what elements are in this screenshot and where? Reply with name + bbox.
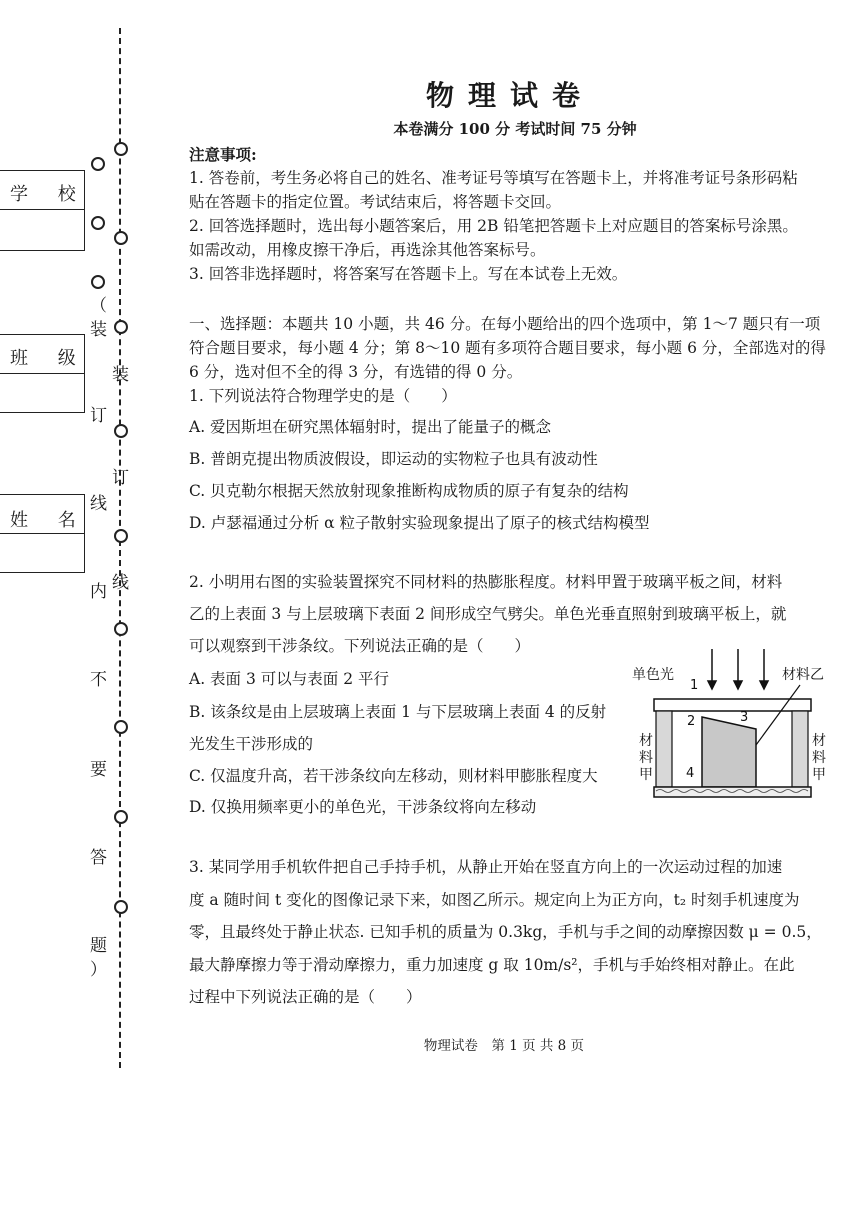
surface-label-3: 3: [740, 710, 749, 725]
material-a-right-label: 材: [812, 733, 826, 749]
class-label: 班 级: [10, 348, 88, 369]
question-2-option-c: C. 仅温度升高，若干涉条纹向左移动，则材料甲膨胀程度大: [189, 767, 598, 785]
page-footer: 物理试卷 第 1 页 共 8 页: [423, 1038, 585, 1054]
question-1-option-c: C. 贝克勒尔根据天然放射现象推断构成物质的原子有复杂的结构: [189, 482, 629, 500]
question-3-stem: 度 a 随时间 t 变化的图像记录下来，如图乙所示。规定向上为正方向，t₂ 时刻手机速度为: [189, 891, 800, 909]
question-2-option-b-cont: 光发生干涉形成的: [189, 735, 314, 753]
material-b: [702, 717, 756, 787]
class-blank: [0, 372, 85, 413]
section-instructions: 6 分，选对但不全的得 3 分，有选错的得 0 分。: [189, 363, 523, 381]
question-2-stem: 2. 小明用右图的实验装置探究不同材料的热膨胀程度。材料甲置于玻璃平板之间，材料: [189, 573, 783, 591]
question-3-stem: 零，且最终处于静止状态. 已知手机的质量为 0.3kg，手机与手之间的动摩擦因数 μ = 0.5，: [189, 923, 822, 941]
material-a-left-label: 甲: [639, 767, 653, 783]
section-instructions: 一、选择题：本题共 10 小题，共 46 分。在每小题给出的四个选项中，第 1～7 题只有一项: [189, 315, 821, 333]
page-title: 物理试卷: [425, 79, 594, 112]
surface-label-2: 2: [687, 714, 696, 729]
light-label: 单色光: [632, 667, 674, 683]
notes-line: 2. 回答选择题时，选出每小题答案后，用 2B 铅笔把答题卡上对应题目的答案标号涂黑。: [189, 217, 798, 235]
binding-hole-right: [114, 320, 128, 334]
material-b-label: 材料乙: [782, 667, 824, 683]
notes-heading: 注意事项:: [189, 145, 257, 164]
page-subtitle: 本卷满分 100 分 考试时间 75 分钟: [393, 120, 637, 138]
material-a-right-label: 甲: [812, 767, 826, 783]
margin-char: 线: [112, 573, 129, 593]
margin-char: 线: [90, 494, 107, 514]
binding-hole-right: [114, 720, 128, 734]
material-a-left-label: 材: [639, 733, 653, 749]
margin-char: （: [90, 296, 107, 316]
thermal-expansion-diagram: [632, 645, 832, 805]
school-blank: [0, 208, 85, 251]
binding-hole-left: [91, 216, 105, 230]
margin-char: ）: [90, 960, 107, 980]
material-a-right: [792, 711, 808, 787]
margin-char: 订: [112, 468, 129, 488]
margin-char: 题: [90, 936, 107, 956]
notes-line: 贴在答题卡的指定位置。考试结束后，将答题卡交回。: [189, 193, 562, 211]
notes-line: 3. 回答非选择题时，将答案写在答题卡上。写在本试卷上无效。: [189, 265, 628, 283]
margin-char: 装: [112, 365, 129, 385]
binding-hole-right: [114, 231, 128, 245]
question-2-stem: 乙的上表面 3 与上层玻璃下表面 2 间形成空气劈尖。单色光垂直照射到玻璃平板上，就: [189, 605, 787, 623]
notes-line: 如需改动，用橡皮擦干净后，再选涂其他答案标号。: [189, 241, 546, 259]
binding-hole-left: [91, 157, 105, 171]
margin-char: 不: [90, 670, 107, 690]
material-a-left: [656, 711, 672, 787]
upper-glass-plate: [654, 699, 811, 711]
question-3-stem: 最大静摩擦力等于滑动摩擦力，重力加速度 g 取 10m/s²，手机与手始终相对静止。在此: [189, 956, 795, 974]
notes-line: 1. 答卷前，考生务必将自己的姓名、准考证号等填写在答题卡上，并将准考证号条形码粘: [189, 169, 798, 187]
lower-glass-plate: [654, 787, 811, 797]
binding-hole-left: [91, 275, 105, 289]
question-2-stem: 可以观察到干涉条纹。下列说法正确的是（ ）: [189, 637, 531, 655]
binding-hole-right: [114, 424, 128, 438]
question-3-stem: 3. 某同学用手机软件把自己手持手机，从静止开始在竖直方向上的一次运动过程的加速: [189, 858, 783, 876]
margin-char: 要: [90, 760, 107, 780]
school-label: 学 校: [10, 184, 88, 205]
margin-char: 订: [90, 406, 107, 426]
name-blank: [0, 532, 85, 573]
margin-char: 装: [90, 320, 107, 340]
question-2-option-d: D. 仅换用频率更小的单色光，干涉条纹将向左移动: [189, 798, 537, 816]
binding-hole-right: [114, 622, 128, 636]
material-a-left-label: 料: [639, 750, 653, 766]
material-a-right-label: 料: [812, 750, 826, 766]
surface-label-1: 1: [690, 678, 699, 693]
margin-char: 内: [90, 582, 107, 602]
question-3-stem: 过程中下列说法正确的是（ ）: [189, 988, 422, 1006]
question-2-option-a: A. 表面 3 可以与表面 2 平行: [189, 670, 389, 688]
question-2-option-b: B. 该条纹是由上层玻璃上表面 1 与下层玻璃上表面 4 的反射: [189, 703, 607, 721]
binding-hole-right: [114, 142, 128, 156]
binding-hole-right: [114, 810, 128, 824]
binding-hole-right: [114, 900, 128, 914]
question-1-option-d: D. 卢瑟福通过分析 α 粒子散射实验现象提出了原子的核式结构模型: [189, 514, 650, 532]
section-instructions: 符合题目要求，每小题 4 分；第 8～10 题有多项符合题目要求，每小题 6 分，全部选对的得: [189, 339, 826, 357]
margin-char: 答: [90, 848, 107, 868]
name-label: 姓 名: [10, 510, 88, 531]
question-1-stem: 1. 下列说法符合物理学史的是（ ）: [189, 387, 457, 405]
binding-hole-right: [114, 529, 128, 543]
question-1-option-b: B. 普朗克提出物质波假设，即运动的实物粒子也具有波动性: [189, 450, 598, 468]
question-1-option-a: A. 爱因斯坦在研究黑体辐射时，提出了能量子的概念: [189, 418, 552, 436]
light-arrows: [708, 649, 768, 689]
surface-label-4: 4: [686, 766, 695, 781]
